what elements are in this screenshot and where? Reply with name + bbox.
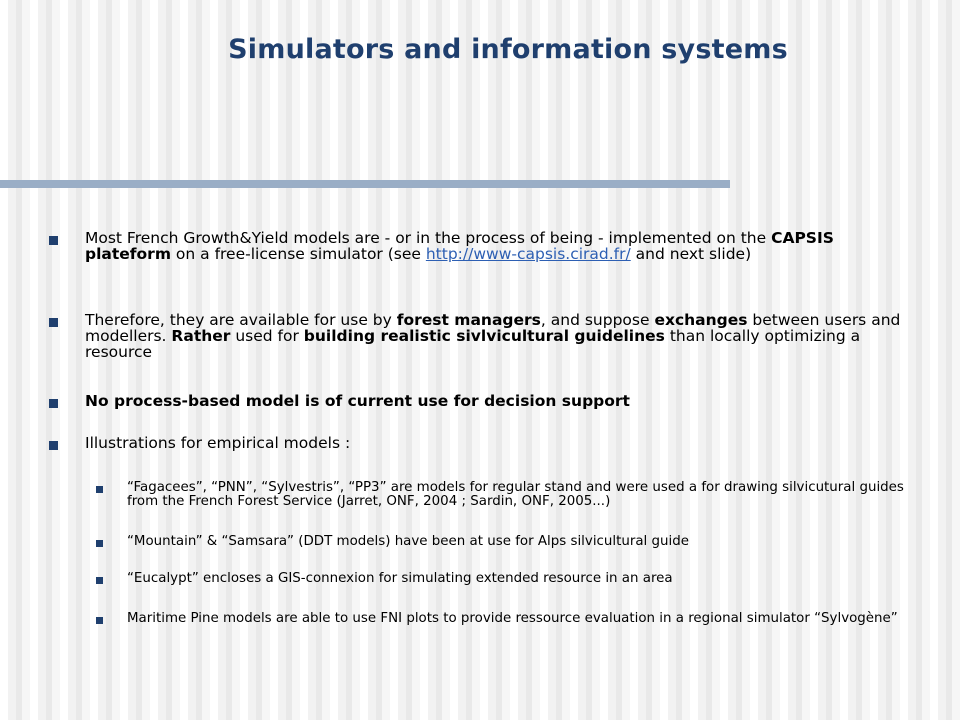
bold-run: building realistic sivlvicultural guidelines	[303, 327, 665, 345]
subbullet-text: Maritime Pine models are able to use FNI plots to provide ressource evaluation in a regional simulator “Sylvogène”	[127, 611, 898, 626]
bullet-text	[85, 230, 915, 262]
square-bullet-icon	[49, 441, 58, 450]
square-bullet-icon	[96, 617, 103, 624]
text-run: on a free-license simulator (see	[170, 245, 426, 263]
square-bullet-icon	[96, 577, 103, 584]
text-run: used for	[230, 327, 304, 345]
bullet-text	[85, 393, 915, 409]
title-divider	[0, 180, 730, 188]
bold-run: exchanges	[654, 311, 748, 329]
square-bullet-icon	[96, 540, 103, 547]
bold-run: No process-based model is of current use for decision support	[85, 392, 630, 410]
square-bullet-icon	[49, 236, 58, 245]
subbullet-text: “Mountain” & “Samsara” (DDT models) have been at use for Alps silvicultural guide	[127, 534, 689, 549]
text-run: than locally optimizing a resource	[85, 327, 861, 361]
square-bullet-icon	[96, 486, 103, 493]
bold-run: forest managers	[396, 311, 541, 329]
slide-title: Simulators and information systems	[228, 34, 788, 65]
subbullet-text: “Eucalypt” encloses a GIS-connexion for simulating extended resource in an area	[127, 571, 673, 586]
subbullet-text: “Fagacees”, “PNN”, “Sylvestris”, “PP3” are models for regular stand and were used a for drawing silvicutural guides from the French Forest Service (Jarret, ONF, 2004 ; Sardin, ONF, 2005...)	[127, 480, 904, 509]
bold-run: CAPSIS plateform	[85, 229, 834, 263]
square-bullet-icon	[49, 399, 58, 408]
bullet-text	[85, 435, 915, 451]
text-run: Illustrations for empirical models :	[85, 434, 351, 452]
text-run: , and suppose	[540, 311, 655, 329]
capsis-link[interactable]: http://www-capsis.cirad.fr/	[425, 245, 631, 263]
text-run: between users and modellers.	[85, 311, 901, 345]
text-run: and next slide)	[630, 245, 752, 263]
text-run: Therefore, they are available for use by	[85, 311, 397, 329]
bullet-text	[85, 312, 915, 360]
square-bullet-icon	[49, 318, 58, 327]
text-run: Most French Growth&Yield models are - or in the process of being - implemented on the	[85, 229, 772, 247]
bold-run: Rather	[171, 327, 231, 345]
